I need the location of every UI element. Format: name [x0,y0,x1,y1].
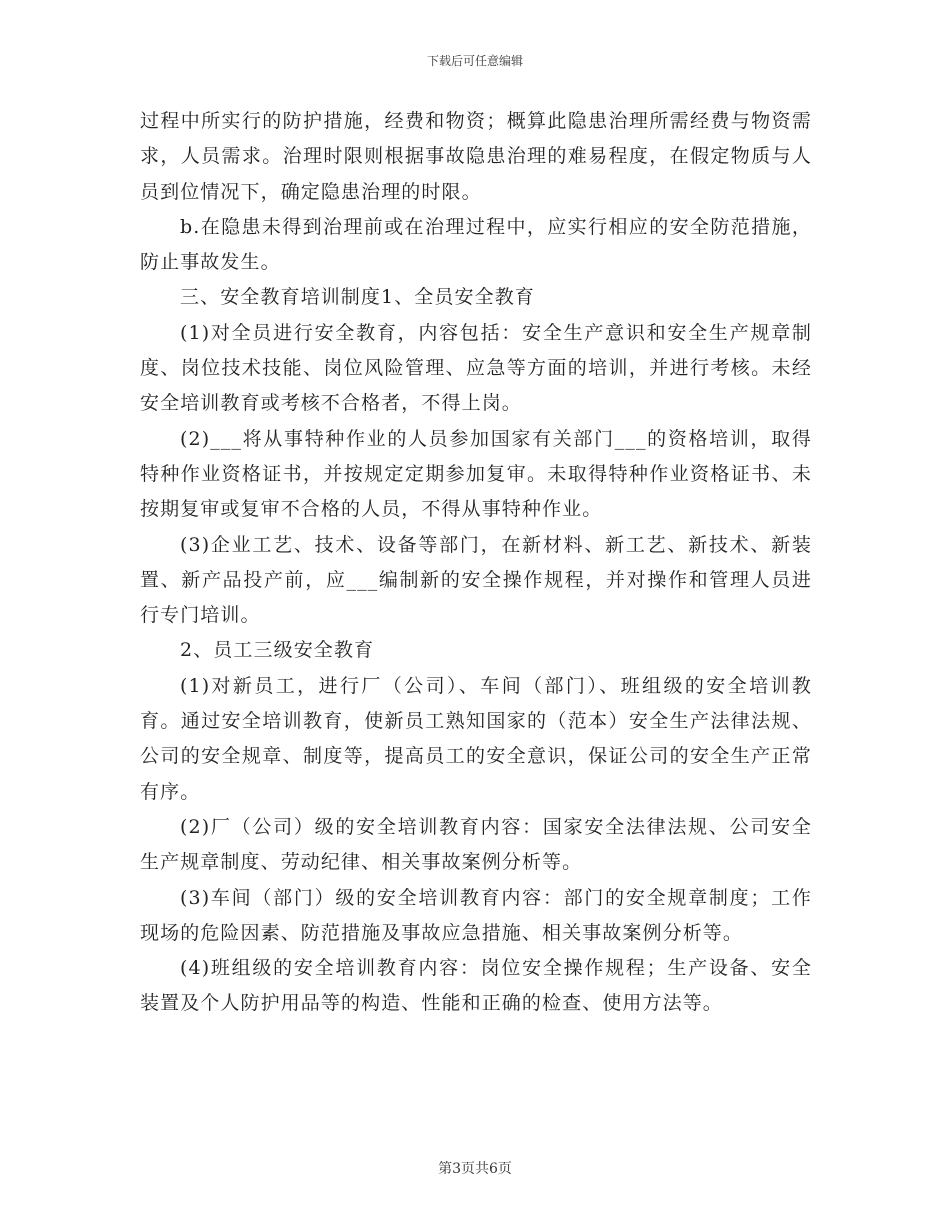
document-body [140,104,812,1022]
section-heading: 2、员工三级安全教育 [180,639,375,662]
paragraph: (2)厂（公司）级的安全培训教育内容：国家安全法律法规、公司安全生产规章制度、劳动纪律、相关事故案例分析等。 [140,815,812,874]
paragraph: (1)对全员进行安全教育，内容包括：安全生产意识和安全生产规章制度、岗位技术技能、岗位风险管理、应急等方面的培训，并进行考核。未经安全培训教育或考核不合格者，不得上岗。 [140,321,812,415]
paragraph: (3)企业工艺、技术、设备等部门，在新材料、新工艺、新技术、新装置、新产品投产前，应___编制新的安全操作规程，并对操作和管理人员进行专门培训。 [140,533,812,627]
paragraph: 过程中所实行的防护措施，经费和物资；概算此隐患治理所需经费与物资需求，人员需求。治理时限则根据事故隐患治理的难易程度，在假定物质与人员到位情况下，确定隐患治理的时限。 [140,110,812,203]
paragraph: (2)___将从事特种作业的人员参加国家有关部门___的资格培训，取得特种作业资格证书，并按规定定期参加复审。未取得特种作业资格证书、未按期复审或复审不合格的人员，不得从事特种作业。 [140,427,812,521]
section-heading: 三、安全教育培训制度1、全员安全教育 [180,286,535,309]
paragraph: (4)班组级的安全培训教育内容：岗位安全操作规程；生产设备、安全装置及个人防护用品等的构造、性能和正确的检查、使用方法等。 [140,957,812,1015]
paragraph: (3)车间（部门）级的安全培训教育内容：部门的安全规章制度；工作现场的危险因素、防范措施及事故应急措施、相关事故案例分析等。 [140,886,812,944]
page-footer: 第3页共6页 [438,1161,512,1177]
page-header: 下载后可任意编辑 [426,54,523,68]
paragraph: (1)对新员工，进行厂（公司）、车间（部门）、班组级的安全培训教育。通过安全培训教育，使新员工熟知国家的（范本）安全生产法律法规、公司的安全规章、制度等，提高员工的安全意识，保证公司的安全生产正常有序。 [140,674,812,803]
paragraph: b.在隐患未得到治理前或在治理过程中，应实行相应的安全防范措施，防止事故发生。 [140,215,812,274]
